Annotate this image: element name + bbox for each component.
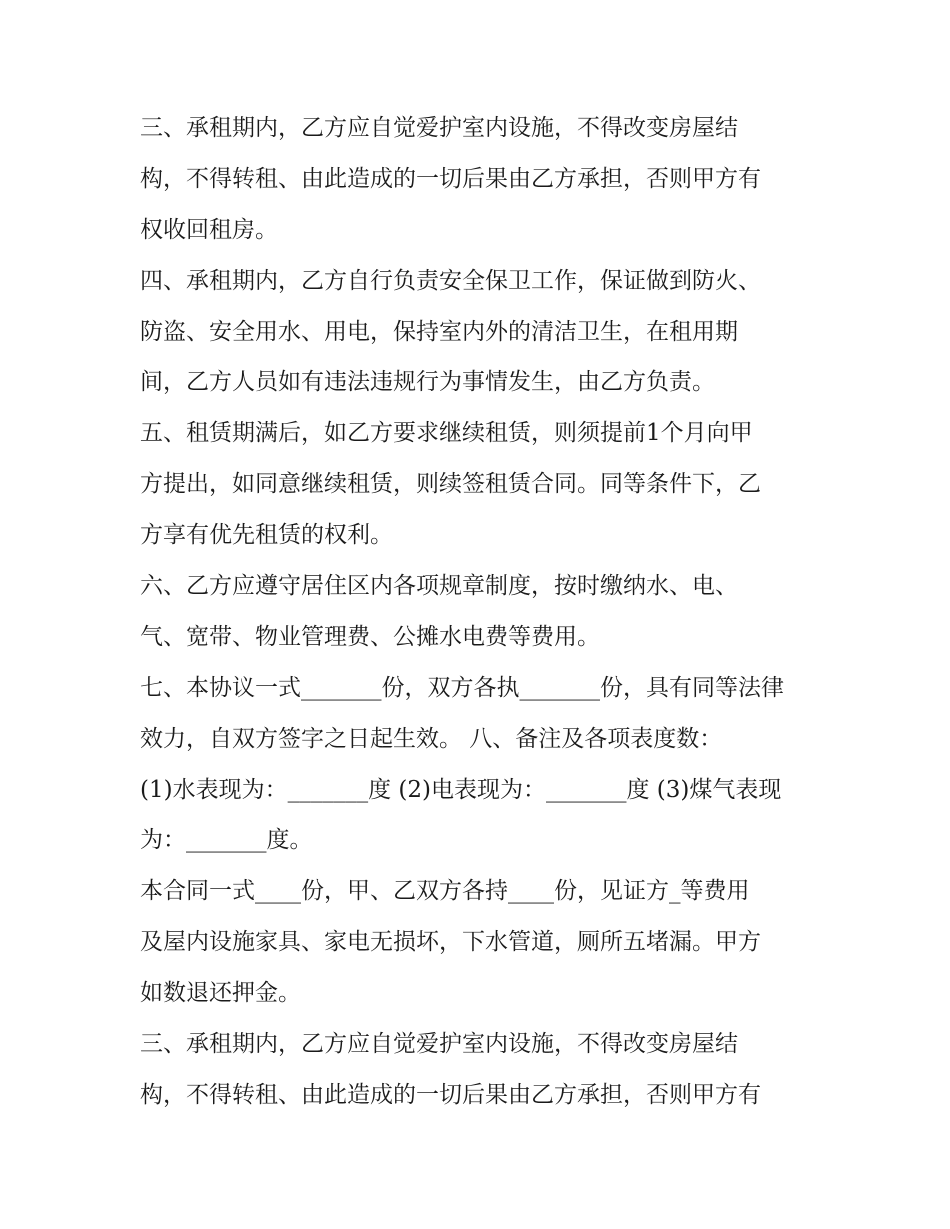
text-line: (1)水表现为：_______度 (2)电表现为：_______度 (3)煤气表现: [140, 776, 782, 803]
text-line: 及屋内设施家具、家电无损坏，下水管道，厕所五堵漏。甲方: [140, 929, 761, 956]
text-line: 构，不得转租、由此造成的一切后果由乙方承担，否则甲方有: [140, 165, 761, 192]
text-line: 间，乙方人员如有违法违规行为事情发生，由乙方负责。: [140, 369, 715, 396]
text-line: 三、承租期内，乙方应自觉爱护室内设施，不得改变房屋结: [140, 1031, 738, 1058]
text-line: 方提出，如同意继续租赁，则续签租赁合同。同等条件下，乙: [140, 471, 761, 498]
text-line: 本合同一式____份，甲、乙双方各持____份，见证方_等费用: [140, 878, 750, 905]
text-line: 方享有优先租赁的权利。: [140, 522, 393, 549]
text-line: 构，不得转租、由此造成的一切后果由乙方承担，否则甲方有: [140, 1081, 761, 1108]
text-line: 三、承租期内，乙方应自觉爱护室内设施，不得改变房屋结: [140, 115, 738, 141]
text-line: 效力，自双方签字之日起生效。 八、备注及各项表度数：: [140, 725, 723, 752]
text-line: 如数退还押金。: [140, 980, 301, 1007]
document-body: [140, 103, 830, 1121]
text-line: 为：_______度。: [140, 827, 313, 854]
text-line: 五、租赁期满后，如乙方要求继续租赁，则须提前1个月向甲: [140, 420, 753, 447]
text-line: 气、宽带、物业管理费、公摊水电费等费用。: [140, 623, 600, 650]
text-line: 防盗、安全用水、用电，保持室内外的清洁卫生，在租用期: [140, 318, 738, 345]
text-line: 四、承租期内，乙方自行负责安全保卫工作，保证做到防火、: [140, 267, 761, 294]
text-line: 六、乙方应遵守居住区内各项规章制度，按时缴纳水、电、: [140, 573, 738, 600]
text-line: 权收回租房。: [140, 216, 278, 243]
text-line: 七、本协议一式_______份，双方各执_______份，具有同等法律: [140, 674, 784, 701]
